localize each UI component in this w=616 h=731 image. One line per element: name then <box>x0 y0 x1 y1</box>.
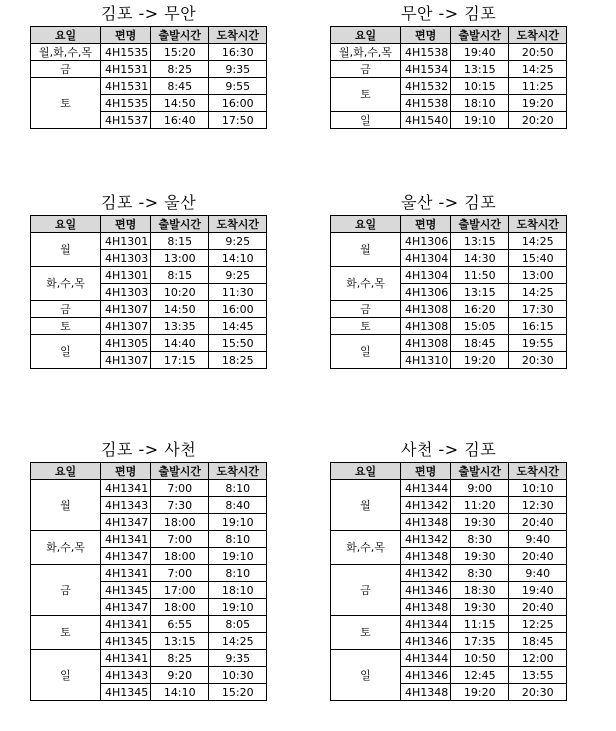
arrival-cell: 20:40 <box>509 599 567 616</box>
table-block-sacheon-gimpo <box>330 440 567 701</box>
flight-cell: 4H1308 <box>401 318 451 335</box>
departure-cell: 10:50 <box>451 650 509 667</box>
flight-cell: 4H1306 <box>401 284 451 301</box>
day-cell: 금 <box>331 301 401 318</box>
departure-cell: 8:30 <box>451 565 509 582</box>
departure-cell: 6:55 <box>151 616 209 633</box>
departure-cell: 14:30 <box>451 250 509 267</box>
flight-cell: 4H1346 <box>401 667 451 684</box>
header-flight: 편명 <box>101 463 151 480</box>
day-cell: 월 <box>331 233 401 267</box>
day-cell: 토 <box>31 78 101 129</box>
arrival-cell: 8:10 <box>209 480 267 497</box>
header-day: 요일 <box>31 216 101 233</box>
departure-cell: 13:15 <box>151 633 209 650</box>
arrival-cell: 10:30 <box>209 667 267 684</box>
flight-cell: 4H1531 <box>101 61 151 78</box>
schedule-table <box>30 215 267 369</box>
departure-cell: 15:20 <box>151 44 209 61</box>
flight-cell: 4H1310 <box>401 352 451 369</box>
schedule-table <box>330 462 567 701</box>
header-flight: 편명 <box>401 463 451 480</box>
header-flight: 편명 <box>101 27 151 44</box>
header-day: 요일 <box>331 27 401 44</box>
table-row <box>31 650 267 667</box>
flight-cell: 4H1532 <box>401 78 451 95</box>
departure-cell: 8:15 <box>151 267 209 284</box>
arrival-cell: 18:45 <box>509 633 567 650</box>
flight-cell: 4H1342 <box>401 565 451 582</box>
day-cell: 화,수,목 <box>31 267 101 301</box>
table-block-muan-gimpo <box>330 4 567 129</box>
departure-cell: 19:30 <box>451 548 509 565</box>
header-row <box>331 463 567 480</box>
departure-cell: 16:40 <box>151 112 209 129</box>
header-departure: 출발시간 <box>151 27 209 44</box>
schedule-table <box>30 26 267 129</box>
day-cell: 금 <box>31 565 101 616</box>
route-title: 무안 -> 김포 <box>401 4 497 23</box>
flight-cell: 4H1301 <box>101 267 151 284</box>
arrival-cell: 14:25 <box>209 633 267 650</box>
header-flight: 편명 <box>101 216 151 233</box>
day-cell: 일 <box>331 112 401 129</box>
header-row <box>31 463 267 480</box>
arrival-cell: 11:30 <box>209 284 267 301</box>
flight-cell: 4H1307 <box>101 352 151 369</box>
departure-cell: 18:30 <box>451 582 509 599</box>
table-row <box>331 78 567 95</box>
departure-cell: 19:30 <box>451 514 509 531</box>
header-departure: 출발시간 <box>451 27 509 44</box>
flight-cell: 4H1345 <box>101 633 151 650</box>
arrival-cell: 10:10 <box>509 480 567 497</box>
departure-cell: 16:20 <box>451 301 509 318</box>
departure-cell: 19:40 <box>451 44 509 61</box>
departure-cell: 14:40 <box>151 335 209 352</box>
departure-cell: 7:00 <box>151 480 209 497</box>
departure-cell: 13:00 <box>151 250 209 267</box>
flight-cell: 4H1308 <box>401 301 451 318</box>
arrival-cell: 20:40 <box>509 548 567 565</box>
departure-cell: 7:30 <box>151 497 209 514</box>
schedule-table <box>30 462 267 701</box>
table-row <box>31 61 267 78</box>
arrival-cell: 9:40 <box>509 565 567 582</box>
day-cell: 화,수,목 <box>331 267 401 301</box>
arrival-cell: 19:10 <box>209 514 267 531</box>
table-row <box>331 650 567 667</box>
table-row <box>31 616 267 633</box>
departure-cell: 15:05 <box>451 318 509 335</box>
departure-cell: 8:25 <box>151 61 209 78</box>
flight-cell: 4H1303 <box>101 284 151 301</box>
arrival-cell: 19:10 <box>209 599 267 616</box>
arrival-cell: 9:25 <box>209 267 267 284</box>
table-row <box>331 233 567 250</box>
arrival-cell: 14:25 <box>509 284 567 301</box>
header-departure: 출발시간 <box>151 216 209 233</box>
header-arrival: 도착시간 <box>509 27 567 44</box>
arrival-cell: 8:40 <box>209 497 267 514</box>
day-cell: 토 <box>331 78 401 112</box>
flight-cell: 4H1341 <box>101 616 151 633</box>
departure-cell: 19:10 <box>451 112 509 129</box>
departure-cell: 14:10 <box>151 684 209 701</box>
departure-cell: 9:00 <box>451 480 509 497</box>
flight-cell: 4H1342 <box>401 497 451 514</box>
day-cell: 금 <box>31 61 101 78</box>
header-day: 요일 <box>31 27 101 44</box>
flight-cell: 4H1307 <box>101 318 151 335</box>
arrival-cell: 20:30 <box>509 352 567 369</box>
route-title: 사천 -> 김포 <box>401 440 497 459</box>
day-cell: 월 <box>31 233 101 267</box>
departure-cell: 13:35 <box>151 318 209 335</box>
flight-cell: 4H1307 <box>101 301 151 318</box>
departure-cell: 7:00 <box>151 531 209 548</box>
header-day: 요일 <box>331 463 401 480</box>
departure-cell: 10:15 <box>451 78 509 95</box>
flight-cell: 4H1303 <box>101 250 151 267</box>
header-arrival: 도착시간 <box>209 27 267 44</box>
table-row <box>331 335 567 352</box>
flight-cell: 4H1534 <box>401 61 451 78</box>
arrival-cell: 16:00 <box>209 95 267 112</box>
flight-cell: 4H1344 <box>401 616 451 633</box>
flight-cell: 4H1347 <box>101 514 151 531</box>
table-row <box>31 565 267 582</box>
departure-cell: 8:15 <box>151 233 209 250</box>
arrival-cell: 14:45 <box>209 318 267 335</box>
flight-cell: 4H1345 <box>101 582 151 599</box>
flight-cell: 4H1304 <box>401 250 451 267</box>
table-block-ulsan-gimpo <box>330 193 567 369</box>
departure-cell: 13:15 <box>451 61 509 78</box>
header-flight: 편명 <box>401 27 451 44</box>
arrival-cell: 9:35 <box>209 61 267 78</box>
header-arrival: 도착시간 <box>509 216 567 233</box>
arrival-cell: 16:15 <box>509 318 567 335</box>
arrival-cell: 14:25 <box>509 61 567 78</box>
day-cell: 월 <box>31 480 101 531</box>
route-title: 김포 -> 울산 <box>101 193 197 212</box>
departure-cell: 12:45 <box>451 667 509 684</box>
route-title: 울산 -> 김포 <box>401 193 497 212</box>
departure-cell: 18:00 <box>151 514 209 531</box>
arrival-cell: 16:30 <box>209 44 267 61</box>
table-row <box>31 267 267 284</box>
arrival-cell: 13:55 <box>509 667 567 684</box>
arrival-cell: 11:25 <box>509 78 567 95</box>
day-cell: 화,수,목 <box>331 531 401 565</box>
arrival-cell: 20:30 <box>509 684 567 701</box>
table-row <box>31 233 267 250</box>
table-row <box>31 301 267 318</box>
arrival-cell: 18:10 <box>209 582 267 599</box>
departure-cell: 8:45 <box>151 78 209 95</box>
schedule-table <box>330 215 567 369</box>
arrival-cell: 20:50 <box>509 44 567 61</box>
table-row <box>31 44 267 61</box>
flight-cell: 4H1344 <box>401 480 451 497</box>
header-row <box>331 216 567 233</box>
arrival-cell: 18:25 <box>209 352 267 369</box>
arrival-cell: 19:40 <box>509 582 567 599</box>
flight-cell: 4H1348 <box>401 514 451 531</box>
flight-cell: 4H1305 <box>101 335 151 352</box>
table-row <box>331 301 567 318</box>
flight-cell: 4H1347 <box>101 599 151 616</box>
arrival-cell: 8:05 <box>209 616 267 633</box>
route-title: 김포 -> 무안 <box>101 4 197 23</box>
arrival-cell: 14:25 <box>509 233 567 250</box>
departure-cell: 14:50 <box>151 301 209 318</box>
flight-cell: 4H1306 <box>401 233 451 250</box>
arrival-cell: 14:10 <box>209 250 267 267</box>
flight-cell: 4H1347 <box>101 548 151 565</box>
departure-cell: 18:00 <box>151 548 209 565</box>
arrival-cell: 8:10 <box>209 531 267 548</box>
arrival-cell: 19:55 <box>509 335 567 352</box>
table-row <box>31 318 267 335</box>
day-cell: 토 <box>331 318 401 335</box>
departure-cell: 11:20 <box>451 497 509 514</box>
header-departure: 출발시간 <box>451 216 509 233</box>
day-cell: 금 <box>31 301 101 318</box>
departure-cell: 18:00 <box>151 599 209 616</box>
departure-cell: 18:45 <box>451 335 509 352</box>
flight-cell: 4H1346 <box>401 633 451 650</box>
arrival-cell: 16:00 <box>209 301 267 318</box>
table-row <box>331 112 567 129</box>
table-row <box>331 531 567 548</box>
flight-cell: 4H1341 <box>101 565 151 582</box>
arrival-cell: 9:25 <box>209 233 267 250</box>
flight-cell: 4H1344 <box>401 650 451 667</box>
flight-cell: 4H1341 <box>101 531 151 548</box>
flight-cell: 4H1535 <box>101 44 151 61</box>
flight-cell: 4H1342 <box>401 531 451 548</box>
flight-cell: 4H1345 <box>101 684 151 701</box>
flight-cell: 4H1538 <box>401 95 451 112</box>
header-flight: 편명 <box>401 216 451 233</box>
day-cell: 일 <box>31 335 101 369</box>
arrival-cell: 15:20 <box>209 684 267 701</box>
flight-cell: 4H1348 <box>401 548 451 565</box>
day-cell: 토 <box>331 616 401 650</box>
departure-cell: 7:00 <box>151 565 209 582</box>
table-row <box>331 61 567 78</box>
arrival-cell: 9:55 <box>209 78 267 95</box>
table-row <box>331 480 567 497</box>
departure-cell: 19:20 <box>451 684 509 701</box>
flight-cell: 4H1301 <box>101 233 151 250</box>
table-row <box>331 318 567 335</box>
header-row <box>31 27 267 44</box>
arrival-cell: 12:25 <box>509 616 567 633</box>
flight-cell: 4H1343 <box>101 667 151 684</box>
table-row <box>331 267 567 284</box>
table-row <box>331 44 567 61</box>
header-row <box>31 216 267 233</box>
departure-cell: 9:20 <box>151 667 209 684</box>
day-cell: 토 <box>31 318 101 335</box>
departure-cell: 8:25 <box>151 650 209 667</box>
arrival-cell: 8:10 <box>209 565 267 582</box>
flight-cell: 4H1535 <box>101 95 151 112</box>
flight-cell: 4H1348 <box>401 684 451 701</box>
departure-cell: 11:15 <box>451 616 509 633</box>
arrival-cell: 9:35 <box>209 650 267 667</box>
day-cell: 금 <box>331 61 401 78</box>
table-row <box>31 531 267 548</box>
header-arrival: 도착시간 <box>209 463 267 480</box>
table-row <box>31 335 267 352</box>
flight-cell: 4H1346 <box>401 582 451 599</box>
flight-cell: 4H1540 <box>401 112 451 129</box>
arrival-cell: 15:50 <box>209 335 267 352</box>
arrival-cell: 9:40 <box>509 531 567 548</box>
header-day: 요일 <box>31 463 101 480</box>
table-row <box>331 616 567 633</box>
flight-cell: 4H1538 <box>401 44 451 61</box>
day-cell: 월 <box>331 480 401 531</box>
table-block-gimpo-ulsan <box>30 193 267 369</box>
day-cell: 월,화,수,목 <box>31 44 101 61</box>
flight-cell: 4H1308 <box>401 335 451 352</box>
departure-cell: 10:20 <box>151 284 209 301</box>
header-day: 요일 <box>331 216 401 233</box>
departure-cell: 17:35 <box>451 633 509 650</box>
departure-cell: 13:15 <box>451 284 509 301</box>
arrival-cell: 13:00 <box>509 267 567 284</box>
route-title: 김포 -> 사천 <box>101 440 197 459</box>
arrival-cell: 19:10 <box>209 548 267 565</box>
header-arrival: 도착시간 <box>509 463 567 480</box>
table-row <box>331 565 567 582</box>
arrival-cell: 12:00 <box>509 650 567 667</box>
departure-cell: 8:30 <box>451 531 509 548</box>
flight-cell: 4H1304 <box>401 267 451 284</box>
table-row <box>31 480 267 497</box>
header-row <box>331 27 567 44</box>
day-cell: 일 <box>331 650 401 701</box>
departure-cell: 17:00 <box>151 582 209 599</box>
day-cell: 일 <box>31 650 101 701</box>
table-row <box>31 78 267 95</box>
day-cell: 일 <box>331 335 401 369</box>
day-cell: 토 <box>31 616 101 650</box>
day-cell: 월,화,수,목 <box>331 44 401 61</box>
departure-cell: 19:20 <box>451 352 509 369</box>
arrival-cell: 15:40 <box>509 250 567 267</box>
day-cell: 화,수,목 <box>31 531 101 565</box>
arrival-cell: 17:30 <box>509 301 567 318</box>
flight-cell: 4H1537 <box>101 112 151 129</box>
header-departure: 출발시간 <box>451 463 509 480</box>
table-block-gimpo-muan <box>30 4 267 129</box>
arrival-cell: 17:50 <box>209 112 267 129</box>
flight-cell: 4H1343 <box>101 497 151 514</box>
flight-cell: 4H1348 <box>401 599 451 616</box>
departure-cell: 13:15 <box>451 233 509 250</box>
arrival-cell: 20:40 <box>509 514 567 531</box>
arrival-cell: 12:30 <box>509 497 567 514</box>
header-departure: 출발시간 <box>151 463 209 480</box>
flight-cell: 4H1341 <box>101 650 151 667</box>
day-cell: 금 <box>331 565 401 616</box>
arrival-cell: 20:20 <box>509 112 567 129</box>
schedule-table <box>330 26 567 129</box>
departure-cell: 17:15 <box>151 352 209 369</box>
arrival-cell: 19:20 <box>509 95 567 112</box>
flight-cell: 4H1531 <box>101 78 151 95</box>
header-arrival: 도착시간 <box>209 216 267 233</box>
flight-cell: 4H1341 <box>101 480 151 497</box>
departure-cell: 11:50 <box>451 267 509 284</box>
departure-cell: 14:50 <box>151 95 209 112</box>
departure-cell: 18:10 <box>451 95 509 112</box>
departure-cell: 19:30 <box>451 599 509 616</box>
table-block-gimpo-sacheon <box>30 440 267 701</box>
